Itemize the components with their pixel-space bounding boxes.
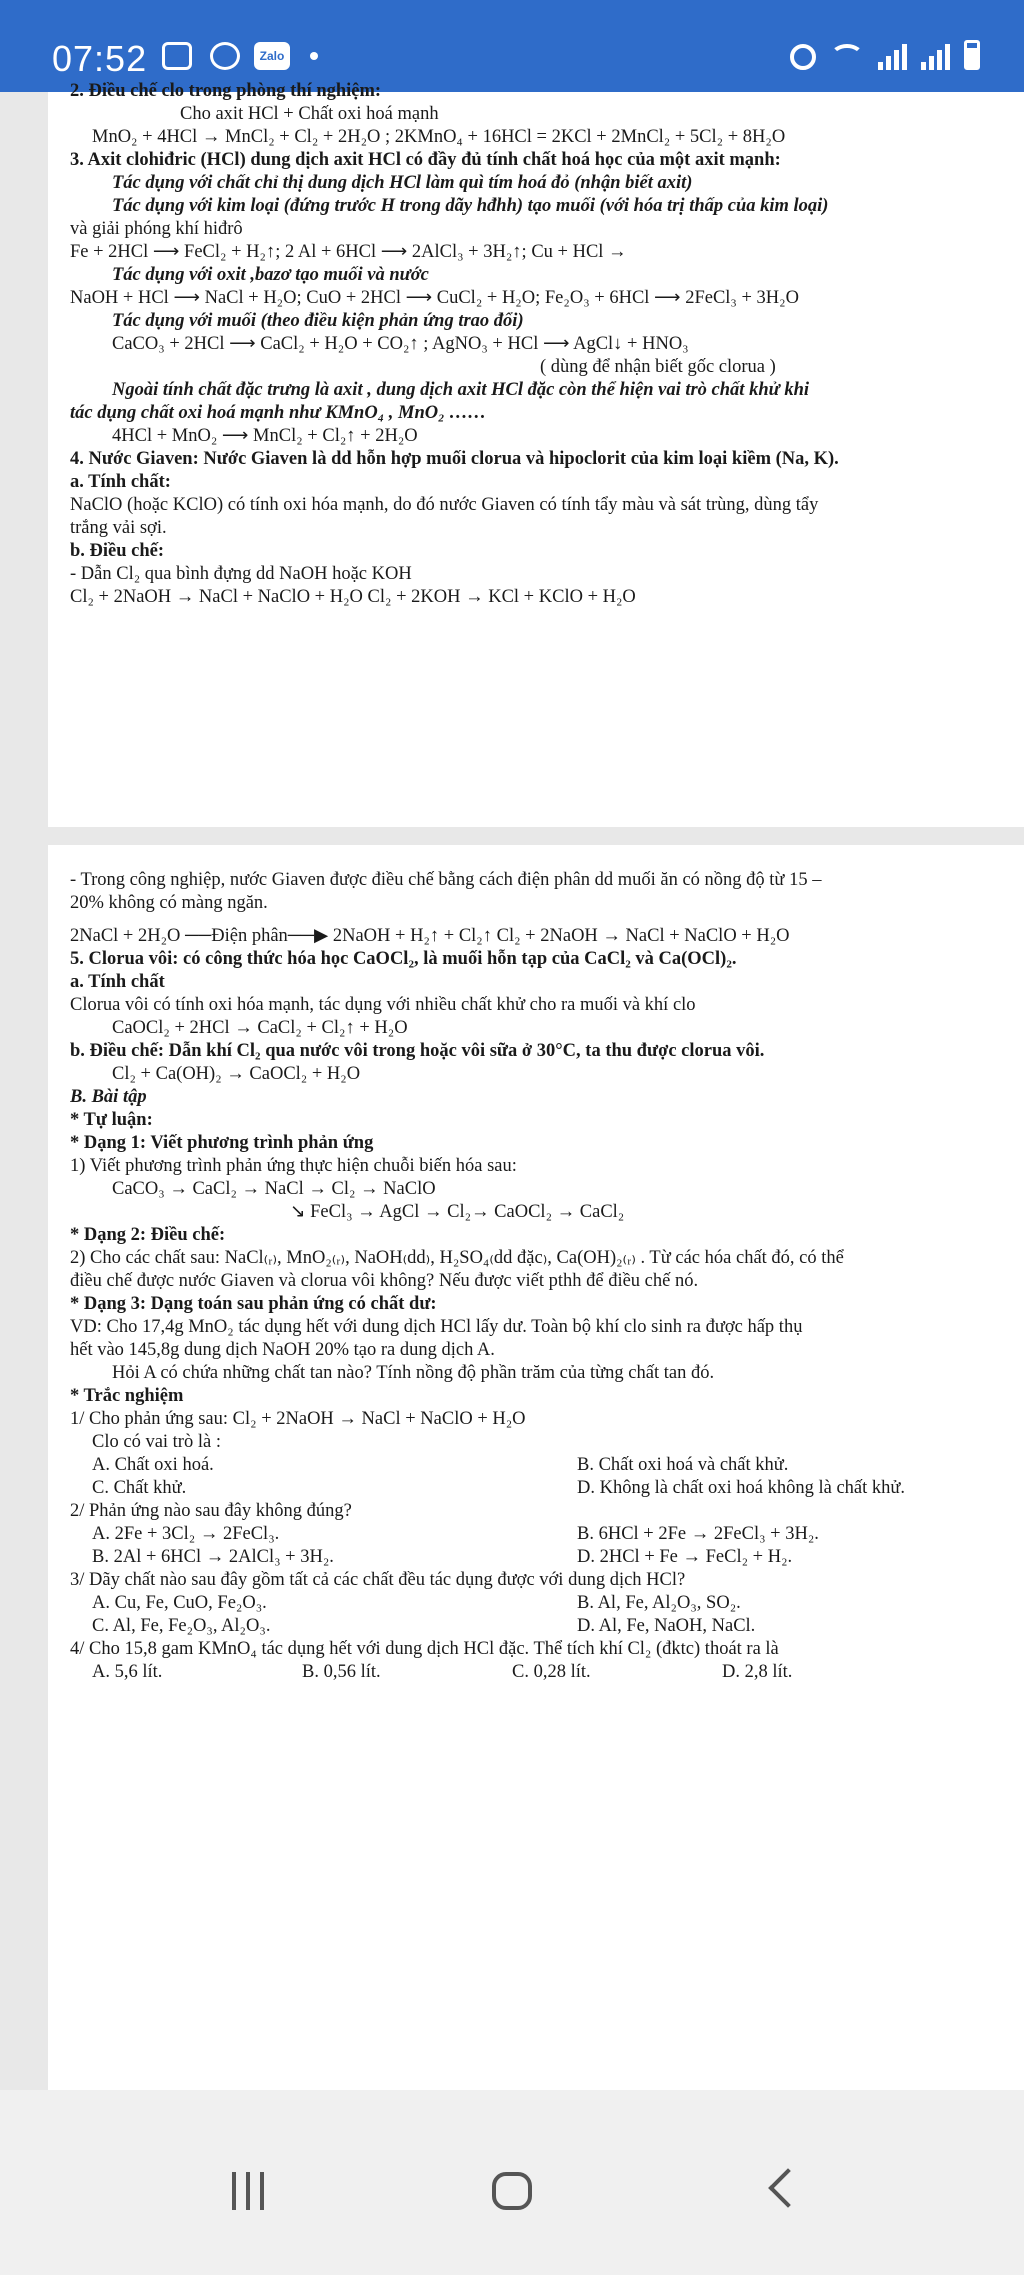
- signal-2-icon: [921, 44, 950, 70]
- card2-line: B. Bài tập: [70, 1087, 147, 1107]
- card2-line: Hỏi A có chứa những chất tan nào? Tính nồng độ phần trăm của từng chất tan đó.: [112, 1363, 715, 1383]
- card2-line: VD: Cho 17,4g MnO₂ tác dụng hết với dung dịch HCl lấy dư. Toàn bộ khí clo sinh ra được hấp thụ: [70, 1317, 803, 1337]
- recent-apps-button[interactable]: [232, 2172, 264, 2210]
- card1-line: NaOH + HCl ⟶ NaCl + H₂O; CuO + 2HCl ⟶ CuCl₂ + H₂O; Fe₂O₃ + 6HCl ⟶ 2FeCl₃ + 3H₂O: [70, 288, 799, 308]
- q3-option-b: B. Al, Fe, Al₂O₃, SO₂.: [577, 1593, 741, 1613]
- card1-line: 3. Axit clohiđric (HCl) dung dịch axit HCl có đầy đủ tính chất hoá học của một axit mạnh:: [70, 150, 781, 170]
- card1-line: Fe + 2HCl ⟶ FeCl₂ + H₂↑; 2 Al + 6HCl ⟶ 2AlCl₃ + 3H₂↑; Cu + HCl →: [70, 242, 627, 262]
- card2-line: 2NaCl + 2H₂O ──Điện phân──▶ 2NaOH + H₂↑ + Cl₂↑ Cl₂ + 2NaOH → NaCl + NaClO + H₂O: [70, 926, 790, 946]
- card1-line: a. Tính chất:: [70, 472, 171, 492]
- card2-line: * Dạng 1: Viết phương trình phản ứng: [70, 1133, 374, 1153]
- card2-line: * Trắc nghiệm: [70, 1386, 184, 1406]
- q2-option-a: A. 2Fe + 3Cl₂ → 2FeCl₃.: [92, 1524, 280, 1544]
- card1-line: - Dẫn Cl₂ qua bình đựng dd NaOH hoặc KOH: [70, 564, 412, 584]
- card2-line: hết vào 145,8g dung dịch NaOH 20% tạo ra dung dịch A.: [70, 1340, 495, 1360]
- question-4: 4/ Cho 15,8 gam KMnO₄ tác dụng hết với dung dịch HCl đặc. Thể tích khí Cl₂ (đktc) thoát ra là: [70, 1639, 779, 1659]
- card2-line: 5. Clorua vôi: có công thức hóa học CaOCl₂, là muối hỗn tạp của CaCl₂ và Ca(OCl)₂.: [70, 949, 737, 969]
- more-notifications-dot-icon: [310, 52, 318, 60]
- question-3: 3/ Dãy chất nào sau đây gồm tất cả các chất đều tác dụng được với dung dịch HCl?: [70, 1570, 686, 1590]
- card1-line: b. Điều chế:: [70, 541, 165, 561]
- card1-line: trắng vải sợi.: [70, 518, 167, 538]
- card1-line: Cl₂ + 2NaOH → NaCl + NaClO + H₂O Cl₂ + 2KOH → KCl + KClO + H₂O: [70, 587, 636, 607]
- question-4-options: [70, 1661, 1002, 1684]
- q4-option-b: B. 0,56 lít.: [302, 1662, 381, 1682]
- card1-line: 4HCl + MnO₂ ⟶ MnCl₂ + Cl₂↑ + 2H₂O: [112, 426, 418, 446]
- q3-option-d: D. Al, Fe, NaOH, NaCl.: [577, 1616, 756, 1636]
- card2-line: * Dạng 2: Điều chế:: [70, 1225, 226, 1245]
- q1-option-c: C. Chất khử.: [92, 1478, 187, 1498]
- card1-line: Ngoài tính chất đặc trưng là axit , dung dịch axit HCl đặc còn thể hiện vai trò chất khử khi: [112, 380, 809, 400]
- card1-line: Tác dụng với kim loại (đứng trước H trong dãy hđhh) tạo muối (với hóa trị thấp của kim loại): [112, 196, 829, 216]
- q4-option-c: C. 0,28 lít.: [512, 1662, 591, 1682]
- card2-line: 2) Cho các chất sau: NaCl₍ᵣ₎, MnO₂₍ᵣ₎, NaOH₍dd₎, H₂SO₄₍dd đặc₎, Ca(OH)₂₍ᵣ₎ . Từ các hóa chất đó, có thể: [70, 1248, 844, 1268]
- question-2-options: [70, 1523, 1002, 1569]
- card1-line: CaCO₃ + 2HCl ⟶ CaCl₂ + H₂O + CO₂↑ ; AgNO₃ + HCl ⟶ AgCl↓ + HNO₃: [112, 334, 689, 354]
- card2-line: ↘ FeCl₃ → AgCl → Cl₂→ CaOCl₂ → CaCl₂: [290, 1202, 625, 1222]
- card2-line: điều chế được nước Giaven và clorua vôi không? Nếu được viết pthh để điều chế nó.: [70, 1271, 699, 1291]
- q1-option-a: A. Chất oxi hoá.: [92, 1455, 214, 1475]
- messenger-notification-icon: [210, 42, 240, 70]
- card1-line: Tác dụng với muối (theo điều kiện phản ứng trao đổi): [112, 311, 524, 331]
- card2-line: [70, 915, 1002, 925]
- document-page-2[interactable]: [48, 845, 1024, 2090]
- card1-line: và giải phóng khí hiđrô: [70, 219, 243, 239]
- document-page-1[interactable]: [48, 81, 1024, 827]
- card2-line: 1/ Cho phản ứng sau: Cl₂ + 2NaOH → NaCl + NaClO + H₂O: [70, 1409, 526, 1429]
- card2-line: 1) Viết phương trình phản ứng thực hiện chuỗi biến hóa sau:: [70, 1156, 517, 1176]
- card1-line: 4. Nước Giaven: Nước Giaven là dd hỗn hợp muối clorua và hipoclorit của kim loại kiềm (Na, K).: [70, 449, 839, 469]
- card2-line: a. Tính chất: [70, 972, 165, 992]
- q4-option-d: D. 2,8 lít.: [722, 1662, 793, 1682]
- card1-line: 2. Điều chế clo trong phòng thí nghiệm:: [70, 81, 382, 101]
- card2-line: CaCO₃ → CaCl₂ → NaCl → Cl₂ → NaClO: [112, 1179, 436, 1199]
- card2-line: b. Điều chế: Dẫn khí Cl₂ qua nước vôi trong hoặc vôi sữa ở 30°C, ta thu được clorua vôi.: [70, 1041, 765, 1061]
- question-2: 2/ Phản ứng nào sau đây không đúng?: [70, 1501, 352, 1521]
- card2-line: Cl₂ + Ca(OH)₂ → CaOCl₂ + H₂O: [112, 1064, 361, 1084]
- card1-line: Cho axit HCl + Chất oxi hoá mạnh: [180, 104, 439, 124]
- status-bar: [0, 0, 1024, 92]
- card2-line: - Trong công nghiệp, nước Giaven được điều chế bằng cách điện phân dd muối ăn có nồng độ từ 15 –: [70, 870, 822, 890]
- card1-line: Tác dụng với oxit ,bazơ tạo muối và nước: [112, 265, 429, 285]
- q1-option-b: B. Chất oxi hoá và chất khử.: [577, 1455, 789, 1475]
- card1-line: NaClO (hoặc KClO) có tính oxi hóa mạnh, do đó nước Giaven có tính tẩy màu và sát trùng, dùng tẩy: [70, 495, 819, 515]
- card2-line: 20% không có màng ngăn.: [70, 893, 268, 913]
- gallery-notification-icon: [162, 42, 192, 70]
- home-button[interactable]: [492, 2172, 532, 2210]
- q2-option-b: B. 6HCl + 2Fe → 2FeCl₃ + 3H₂.: [577, 1524, 819, 1544]
- q4-option-a: A. 5,6 lít.: [92, 1662, 163, 1682]
- wifi-icon: [830, 44, 864, 70]
- signal-icon: [878, 44, 907, 70]
- card2-line: * Dạng 3: Dạng toán sau phản ứng có chất dư:: [70, 1294, 437, 1314]
- question-3-options: [70, 1592, 1002, 1638]
- q3-option-c: C. Al, Fe, Fe₂O₃, Al₂O₃.: [92, 1616, 271, 1636]
- back-button[interactable]: [768, 2168, 808, 2208]
- card2-line: Clorua vôi có tính oxi hóa mạnh, tác dụng với nhiều chất khử cho ra muối và khí clo: [70, 995, 696, 1015]
- card1-line: tác dụng chất oxi hoá mạnh như KMnO₄ , MnO₂ ……: [70, 403, 487, 423]
- q2-option-c: B. 2Al + 6HCl → 2AlCl₃ + 3H₂.: [92, 1547, 334, 1567]
- question-1-options: [70, 1454, 1002, 1500]
- card1-line: ( dùng để nhận biết gốc clorua ): [540, 357, 776, 377]
- card1-line: MnO₂ + 4HCl → MnCl₂ + Cl₂ + 2H₂O ; 2KMnO₄ + 16HCl = 2KCl + 2MnCl₂ + 5Cl₂ + 8H₂O: [92, 127, 786, 147]
- card2-line: Clo có vai trò là :: [92, 1432, 221, 1452]
- q1-option-d: D. Không là chất oxi hoá không là chất khử.: [577, 1478, 906, 1498]
- zalo-notification-icon: Zalo: [254, 42, 290, 70]
- card2-line: CaOCl₂ + 2HCl → CaCl₂ + Cl₂↑ + H₂O: [112, 1018, 408, 1038]
- q3-option-a: A. Cu, Fe, CuO, Fe₂O₃.: [92, 1593, 267, 1613]
- battery-icon: [964, 40, 980, 70]
- card2-line: * Tự luận:: [70, 1110, 153, 1130]
- q2-option-d: D. 2HCl + Fe → FeCl₂ + H₂.: [577, 1547, 793, 1567]
- navigation-bar: [0, 2090, 1024, 2275]
- card1-line: Tác dụng với chất chỉ thị dung dịch HCl làm quì tím hoá đỏ (nhận biết axit): [112, 173, 693, 193]
- alarm-icon: [790, 44, 816, 70]
- status-time: 07:52: [52, 38, 148, 79]
